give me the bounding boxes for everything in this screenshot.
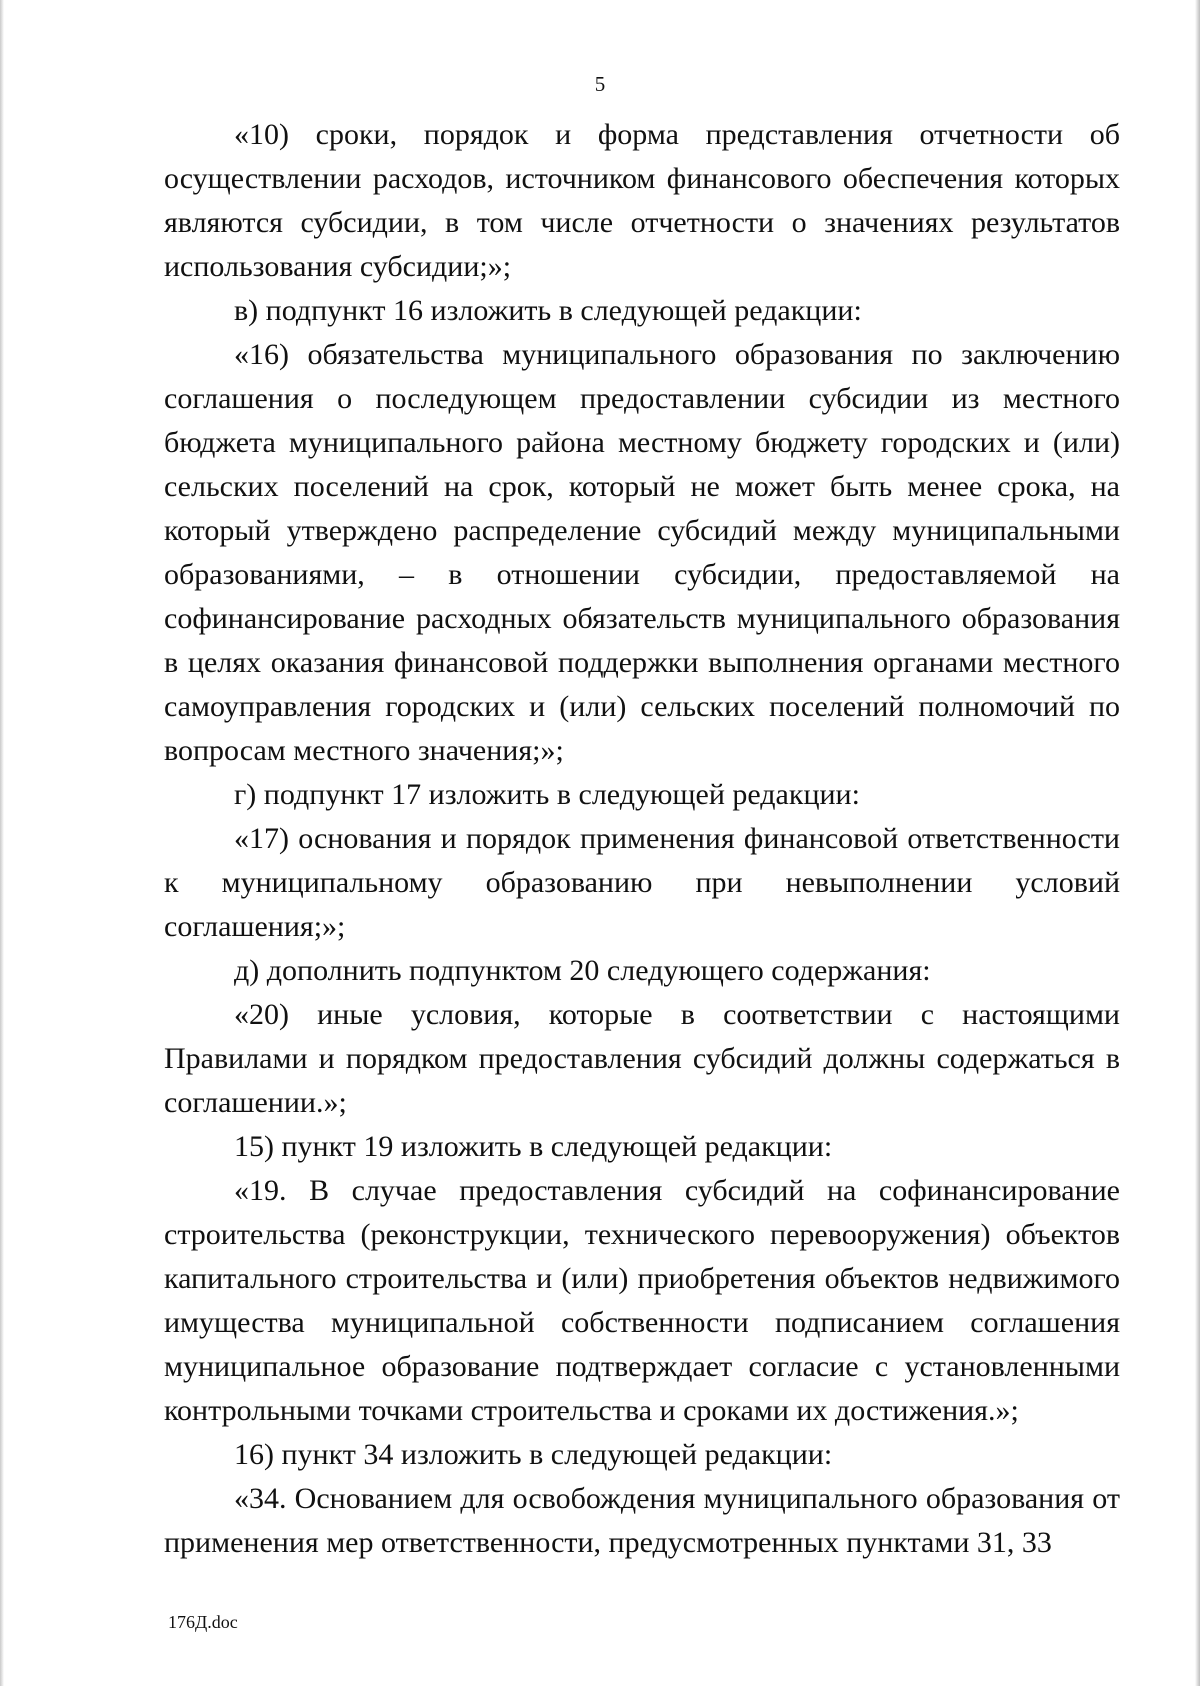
scan-edge-right <box>1195 0 1200 1686</box>
file-name-footer: 176Д.doc <box>168 1612 238 1632</box>
paragraph-point-16: 16) пункт 34 изложить в следующей редакции: <box>234 1438 833 1471</box>
paragraph-point-15: 15) пункт 19 изложить в следующей редакции: <box>234 1130 833 1163</box>
paragraph-item-17: «17) основания и порядок применения финансовой ответственности к муниципальному образованию при невыполнении условий соглашения;»; <box>164 822 1120 943</box>
paragraph-item-19: «19. В случае предоставления субсидий на софинансирование строительства (реконструкции, технического перевооружения) объектов капитального строительства и (или) приобретения объектов недвижимого имущества муниципальной собственности подписанием соглашения муниципальное образование подтверждает согласие с установленными контрольными точками строительства и сроками их достижения.»; <box>164 1174 1120 1427</box>
page-number: 5 <box>594 72 606 96</box>
paragraph-item-20: «20) иные условия, которые в соответствии с настоящими Правилами и порядком предоставления субсидий должны содержаться в соглашении.»; <box>164 998 1120 1119</box>
paragraph-subitem-v: в) подпункт 16 изложить в следующей редакции: <box>234 294 862 327</box>
paragraph-subitem-d: д) дополнить подпунктом 20 следующего содержания: <box>234 954 931 987</box>
paragraph-subitem-g: г) подпункт 17 изложить в следующей редакции: <box>234 778 860 811</box>
document-body <box>164 113 1120 1565</box>
paragraph-item-10: «10) сроки, порядок и форма представления отчетности об осуществлении расходов, источником финансового обеспечения которых являются субсидии, в том числе отчетности о значениях результатов использования субсидии;»; <box>164 118 1120 283</box>
scan-edge-left <box>0 0 4 1686</box>
paragraph-item-34: «34. Основанием для освобождения муниципального образования от применения мер ответственности, предусмотренных пунктами 31, 33 <box>164 1482 1120 1559</box>
paragraph-item-16: «16) обязательства муниципального образования по заключению соглашения о последующем предоставлении субсидии из местного бюджета муниципального района местному бюджету городских и (или) сельских поселений на срок, который не может быть менее срока, на который утверждено распределение субсидий между муниципальными образованиями, – в отношении субсидии, предоставляемой на софинансирование расходных обязательств муниципального образования в целях оказания финансовой поддержки выполнения органами местного самоуправления городских и (или) сельских поселений полномочий по вопросам местного значения;»; <box>164 338 1120 767</box>
